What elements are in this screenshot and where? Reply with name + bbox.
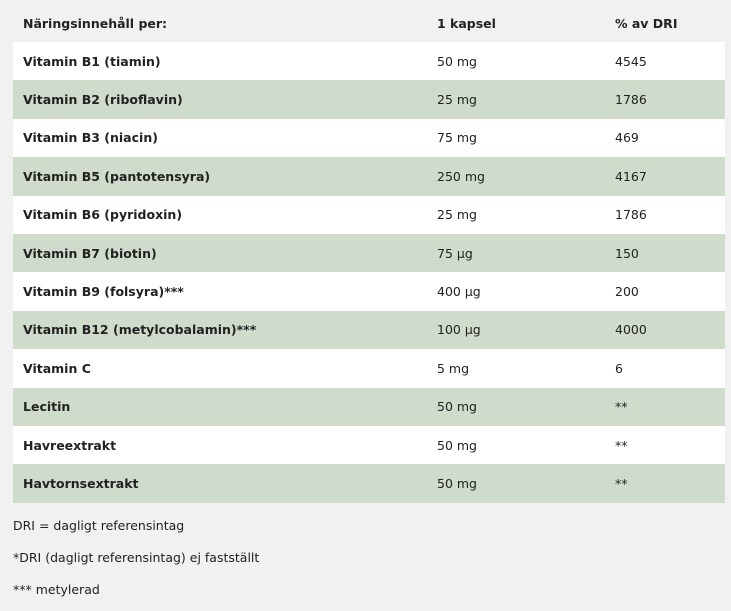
nutrient-name: Vitamin B6 (pyridoxin) <box>23 207 183 223</box>
dri-percent: 150 <box>615 245 639 261</box>
nutrient-name: Vitamin B9 (folsyra)*** <box>23 284 184 300</box>
amount-per-capsule: 100 µg <box>437 322 481 338</box>
dri-percent: 4545 <box>615 53 647 69</box>
footnote-methylated: *** metylerad <box>13 582 100 597</box>
nutrient-name: Havtornsextrakt <box>23 475 139 491</box>
dri-percent: 6 <box>615 360 623 376</box>
amount-per-capsule: 250 mg <box>437 168 485 184</box>
header-per-capsule: 1 kapsel <box>437 16 496 31</box>
nutrient-name: Vitamin B12 (metylcobalamin)*** <box>23 322 257 338</box>
dri-percent: ** <box>615 437 628 453</box>
table-row <box>13 234 725 272</box>
nutrition-table <box>13 5 725 503</box>
nutrient-name: Vitamin B5 (pantotensyra) <box>23 168 211 184</box>
nutrient-name: Havreextrakt <box>23 437 117 453</box>
dri-percent: 1786 <box>615 92 647 108</box>
table-row <box>13 80 725 118</box>
table-row <box>13 196 725 234</box>
nutrient-name: Vitamin B3 (niacin) <box>23 130 158 146</box>
table-row <box>13 426 725 464</box>
amount-per-capsule: 50 mg <box>437 475 477 491</box>
table-row <box>13 388 725 426</box>
table-header-row <box>13 5 725 42</box>
table-row <box>13 119 725 157</box>
nutrient-name: Vitamin B2 (riboflavin) <box>23 92 183 108</box>
amount-per-capsule: 50 mg <box>437 399 477 415</box>
dri-percent: ** <box>615 399 628 415</box>
nutrient-name: Vitamin B1 (tiamin) <box>23 53 161 69</box>
amount-per-capsule: 5 mg <box>437 360 470 376</box>
nutrient-name: Vitamin C <box>23 360 91 376</box>
amount-per-capsule: 400 µg <box>437 284 481 300</box>
table-body <box>13 42 725 503</box>
table-row <box>13 464 725 502</box>
dri-percent: ** <box>615 475 628 491</box>
footnote-not-established: *DRI (dagligt referensintag) ej fastställt <box>13 550 260 565</box>
table-row <box>13 311 725 349</box>
dri-percent: 4000 <box>615 322 647 338</box>
amount-per-capsule: 25 mg <box>437 92 477 108</box>
header-nutrient: Näringsinnehåll per: <box>23 16 168 31</box>
nutrient-name: Vitamin B7 (biotin) <box>23 245 157 261</box>
table-row <box>13 42 725 80</box>
nutrient-name: Lecitin <box>23 399 71 415</box>
header-dri-percent: % av DRI <box>615 16 678 31</box>
amount-per-capsule: 75 µg <box>437 245 473 261</box>
footnotes <box>13 515 259 611</box>
dri-percent: 4167 <box>615 168 647 184</box>
amount-per-capsule: 75 mg <box>437 130 477 146</box>
table-row <box>13 272 725 310</box>
dri-percent: 200 <box>615 284 639 300</box>
amount-per-capsule: 25 mg <box>437 207 477 223</box>
amount-per-capsule: 50 mg <box>437 437 477 453</box>
dri-percent: 1786 <box>615 207 647 223</box>
amount-per-capsule: 50 mg <box>437 53 477 69</box>
footnote-dri: DRI = dagligt referensintag <box>13 518 185 533</box>
table-row <box>13 349 725 387</box>
dri-percent: 469 <box>615 130 639 146</box>
table-row <box>13 157 725 195</box>
